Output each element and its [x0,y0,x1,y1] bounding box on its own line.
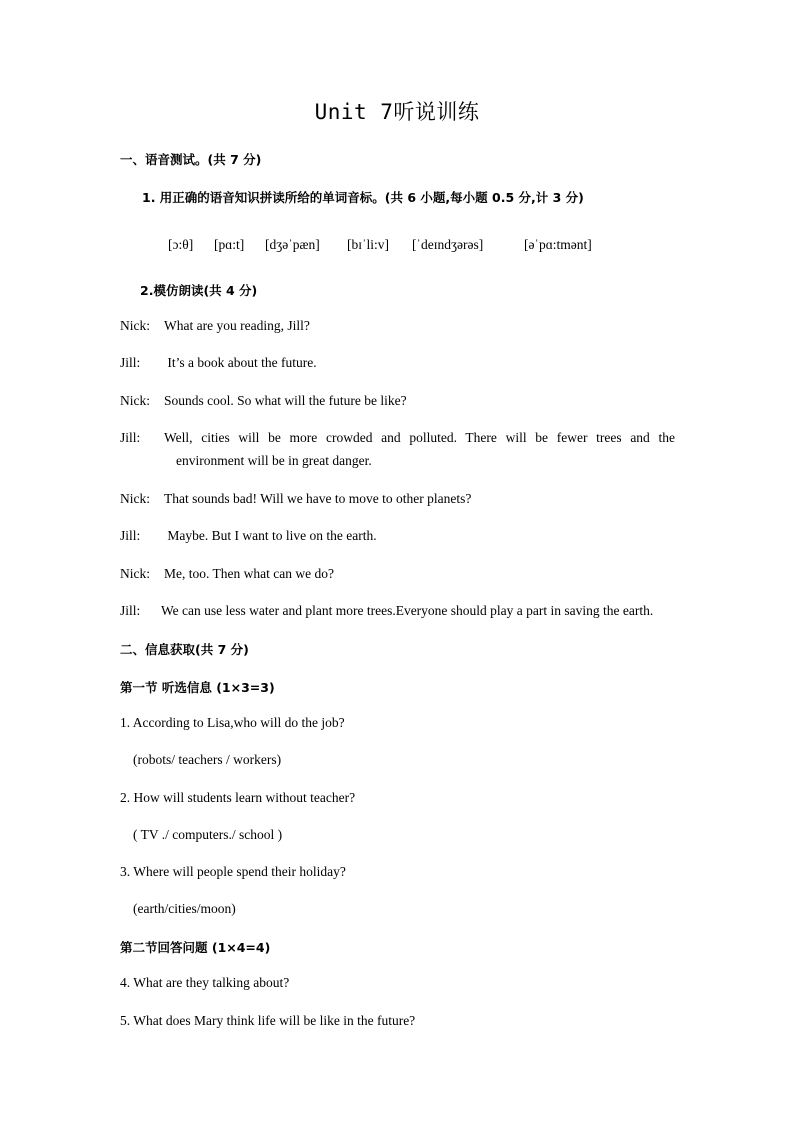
question-item: 4. What are they talking about? [120,975,290,990]
title-chinese: 听说训练 [393,100,480,124]
dialogue-text: Maybe. But I want to live on the earth. [164,528,377,543]
dialogue-line [120,603,653,619]
question-options: (earth/cities/moon) [133,901,236,916]
dialogue-text: That sounds bad! Will we have to move to other planets? [164,491,472,506]
dialogue-line [120,318,310,334]
section1-heading: 一、语音测试。(共 7 分) [120,152,262,167]
dialogue-line [120,393,407,409]
question1-instruction: 1. 用正确的语音知识拼读所给的单词音标。(共 6 小题,每小题 0.5 分,计 3 分) [142,190,584,205]
question2-instruction: 2.模仿朗读(共 4 分) [140,283,258,298]
speaker-label: Nick: [120,393,150,408]
part2-heading: 第二节回答问题 (1×4=4) [120,940,271,955]
dialogue-text: It’s a book about the future. [164,355,317,370]
speaker-label: Nick: [120,318,150,333]
question-options: ( TV ./ computers./ school ) [133,827,283,842]
question-item: 1. According to Lisa,who will do the job? [120,715,345,730]
speaker-label: Jill: [120,603,141,618]
section2-heading: 二、信息获取(共 7 分) [120,642,249,657]
page-title [0,96,794,126]
dialogue-text: Well, cities will be more crowded and polluted. There will be fewer trees and the [164,430,675,445]
phonetic-3: [dʒəˈpæn] [265,237,320,252]
phonetic-2: [pɑ:t] [214,237,245,252]
phonetic-6: [əˈpɑ:tmənt] [524,237,592,252]
dialogue-text-continued: environment will be in great danger. [176,453,372,468]
dialogue-line [120,566,334,582]
phonetic-1: [ɔ:θ] [168,237,194,252]
question-item: 2. How will students learn without teacher? [120,790,356,805]
dialogue-text: What are you reading, Jill? [164,318,310,333]
question-options: (robots/ teachers / workers) [133,752,282,767]
question-item: 3. Where will people spend their holiday? [120,864,346,879]
dialogue-text: Sounds cool. So what will the future be like? [164,393,407,408]
speaker-label: Jill: [120,528,141,543]
phonetic-4: [bɪˈli:v] [347,237,389,252]
speaker-label: Nick: [120,566,150,581]
speaker-label: Nick: [120,491,150,506]
dialogue-line [120,528,377,544]
dialogue-line [120,355,317,371]
title-unit: Unit 7 [314,100,394,124]
part1-heading: 第一节 听选信息 (1×3=3) [120,680,275,695]
question-item: 5. What does Mary think life will be like in the future? [120,1013,416,1028]
dialogue-text: We can use less water and plant more trees.Everyone should play a part in saving the earth. [161,603,654,618]
speaker-label: Jill: [120,355,141,370]
dialogue-line [120,491,471,507]
dialogue-line [120,430,675,469]
speaker-label: Jill: [120,430,141,445]
dialogue-text: Me, too. Then what can we do? [164,566,334,581]
phonetic-5: [ˈdeɪndʒərəs] [412,237,484,252]
